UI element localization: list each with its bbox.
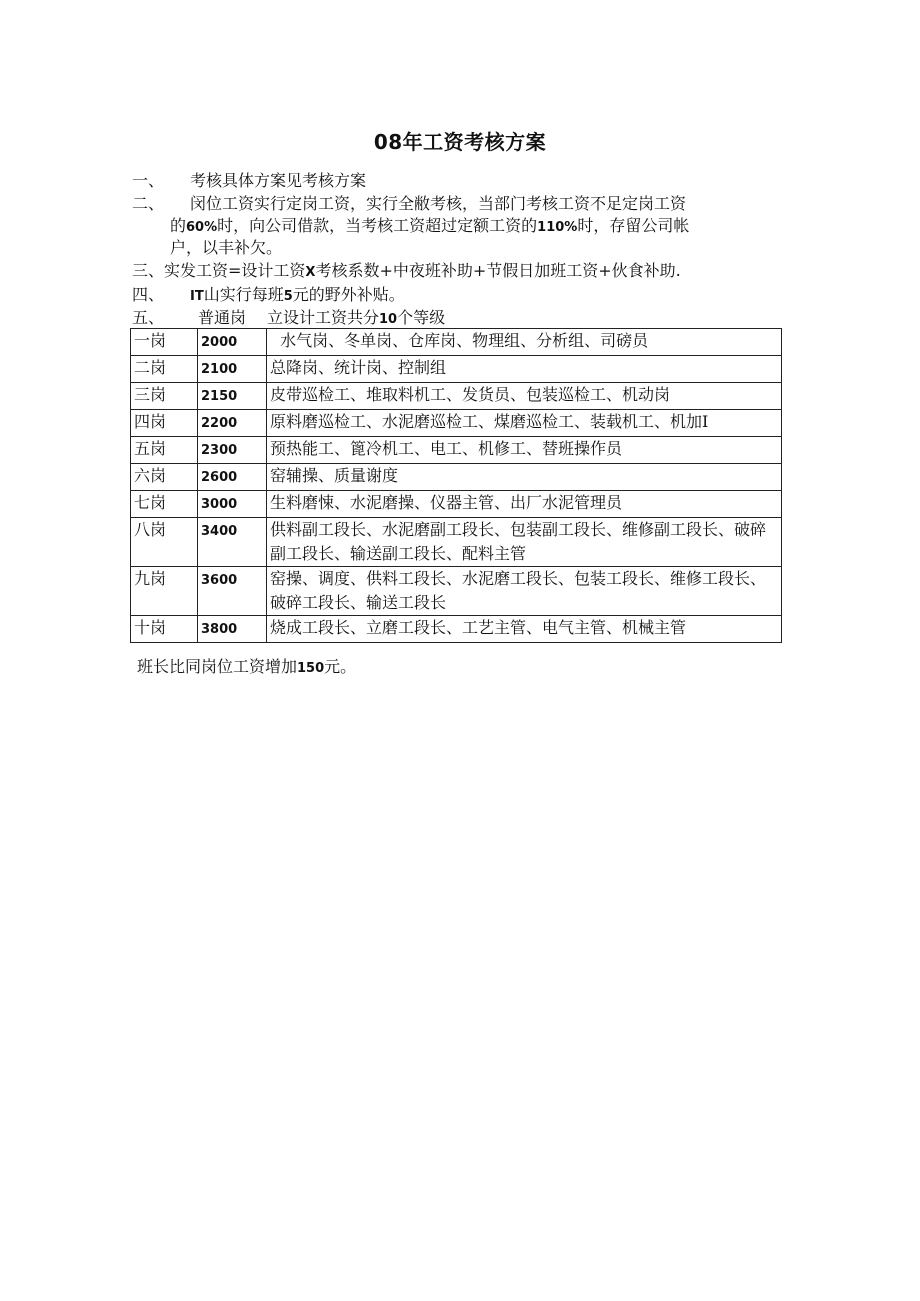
footer-a: 班长比同岗位工资增加 xyxy=(137,657,298,676)
salary-cell xyxy=(198,383,267,410)
table-row xyxy=(131,518,782,567)
item-four-a: 山实行每班 xyxy=(203,285,284,304)
item-two-line2 xyxy=(170,215,689,239)
salary-cell xyxy=(198,410,267,437)
table-row xyxy=(131,383,782,410)
salary-value: 3800 xyxy=(201,622,238,637)
jobs-cell: 烧成工段长、立磨工段长、工艺主管、电气主管、机械主管 xyxy=(267,616,782,643)
footer-note xyxy=(137,656,356,680)
item-two-marker: 二、 xyxy=(132,194,165,213)
item-two-line3: 户，以丰补欠。 xyxy=(170,238,283,257)
grade-table xyxy=(130,328,782,643)
jobs-cell: 窑操、调度、供料工段长、水泥磨工段长、包装工段长、维修工段长、破碎工段长、输送工段长 xyxy=(267,567,782,616)
salary-value: 2000 xyxy=(201,335,238,350)
item-four-marker: 四、 xyxy=(132,285,165,304)
table-row xyxy=(131,491,782,518)
item-three-b: 考核系数+中夜班补助+节假日加班工资+伙食补助. xyxy=(315,261,681,280)
salary-cell xyxy=(198,518,267,567)
salary-cell xyxy=(198,464,267,491)
salary-value: 2600 xyxy=(201,470,238,485)
grade-cell: 九岗 xyxy=(131,567,198,616)
table-row xyxy=(131,356,782,383)
grade-cell: 五岗 xyxy=(131,437,198,464)
footer-b: 元。 xyxy=(324,657,357,676)
jobs-cell: 预热能工、篦冷机工、电工、机修工、替班操作员 xyxy=(267,437,782,464)
table-row xyxy=(131,437,782,464)
salary-value: 2150 xyxy=(201,389,238,404)
jobs-cell: 总降岗、统计岗、控制组 xyxy=(267,356,782,383)
salary-cell xyxy=(198,329,267,356)
jobs-cell: 水气岗、冬单岗、仓库岗、物理组、分析组、司磅员 xyxy=(267,329,782,356)
item-four-it: IT xyxy=(190,289,204,304)
table-row xyxy=(131,616,782,643)
table-row xyxy=(131,329,782,356)
item-one-marker: 一、 xyxy=(132,171,165,190)
grade-cell: 三岗 xyxy=(131,383,198,410)
salary-value: 2300 xyxy=(201,443,238,458)
footer-amount: 150 xyxy=(297,661,325,676)
salary-cell xyxy=(198,616,267,643)
jobs-cell: 原料磨巡检工、水泥磨巡检工、煤磨巡检工、装载机工、机加I xyxy=(267,410,782,437)
salary-cell xyxy=(198,437,267,464)
item-two-line2-c: 时，存留公司帐 xyxy=(577,216,690,235)
table-row xyxy=(131,567,782,616)
salary-value: 2200 xyxy=(201,416,238,431)
item-five-desc-num: 10 xyxy=(379,312,398,327)
jobs-cell: 皮带巡检工、堆取料机工、发货员、包装巡检工、机动岗 xyxy=(267,383,782,410)
item-two-pct-60: 60% xyxy=(186,220,218,235)
salary-value: 3000 xyxy=(201,497,238,512)
table-row xyxy=(131,410,782,437)
item-two-line1: 闵位工资实行定岗工资，实行全敝考核，当部门考核工资不足定岗工资 xyxy=(190,194,687,213)
item-two-line2-a: 的 xyxy=(170,216,187,235)
item-one-text: 考核具体方案见考核方案 xyxy=(190,171,367,190)
item-five-desc-a: 立设计工资共分 xyxy=(267,308,380,327)
grade-cell: 七岗 xyxy=(131,491,198,518)
table-row xyxy=(131,464,782,491)
grade-cell: 八岗 xyxy=(131,518,198,567)
grade-cell: 六岗 xyxy=(131,464,198,491)
salary-value: 3600 xyxy=(201,573,238,588)
salary-value: 3400 xyxy=(201,524,238,539)
jobs-cell: 生料磨悚、水泥磨操、仪器主管、出厂水泥管理员 xyxy=(267,491,782,518)
jobs-cell: 供料副工段长、水泥磨副工段长、包装副工段长、维修副工段长、破碎副工段长、输送副工段长、配料主管 xyxy=(267,518,782,567)
item-three-a: 三、实发工资=设计工资 xyxy=(132,261,306,280)
grade-cell: 二岗 xyxy=(131,356,198,383)
salary-cell xyxy=(198,567,267,616)
item-four xyxy=(190,284,405,308)
item-five-post: 普通岗 xyxy=(198,308,247,327)
item-two-line2-b: 时，向公司借款，当考核工资超过定额工资的 xyxy=(217,216,538,235)
salary-cell xyxy=(198,491,267,518)
salary-cell xyxy=(198,356,267,383)
item-three xyxy=(132,260,681,284)
grade-cell: 十岗 xyxy=(131,616,198,643)
item-five-marker: 五、 xyxy=(132,308,165,327)
item-four-five: 5 xyxy=(283,289,293,304)
salary-value: 2100 xyxy=(201,362,238,377)
item-four-b: 元的野外补贴。 xyxy=(292,285,405,304)
grade-cell: 四岗 xyxy=(131,410,198,437)
grade-cell: 一岗 xyxy=(131,329,198,356)
document-title: 08年工资考核方案 xyxy=(373,130,547,154)
item-two-pct-110: 110% xyxy=(537,220,578,235)
item-three-x: X xyxy=(305,265,316,280)
item-five-desc-b: 个等级 xyxy=(397,308,446,327)
jobs-cell: 窑辅操、质量谢度 xyxy=(267,464,782,491)
